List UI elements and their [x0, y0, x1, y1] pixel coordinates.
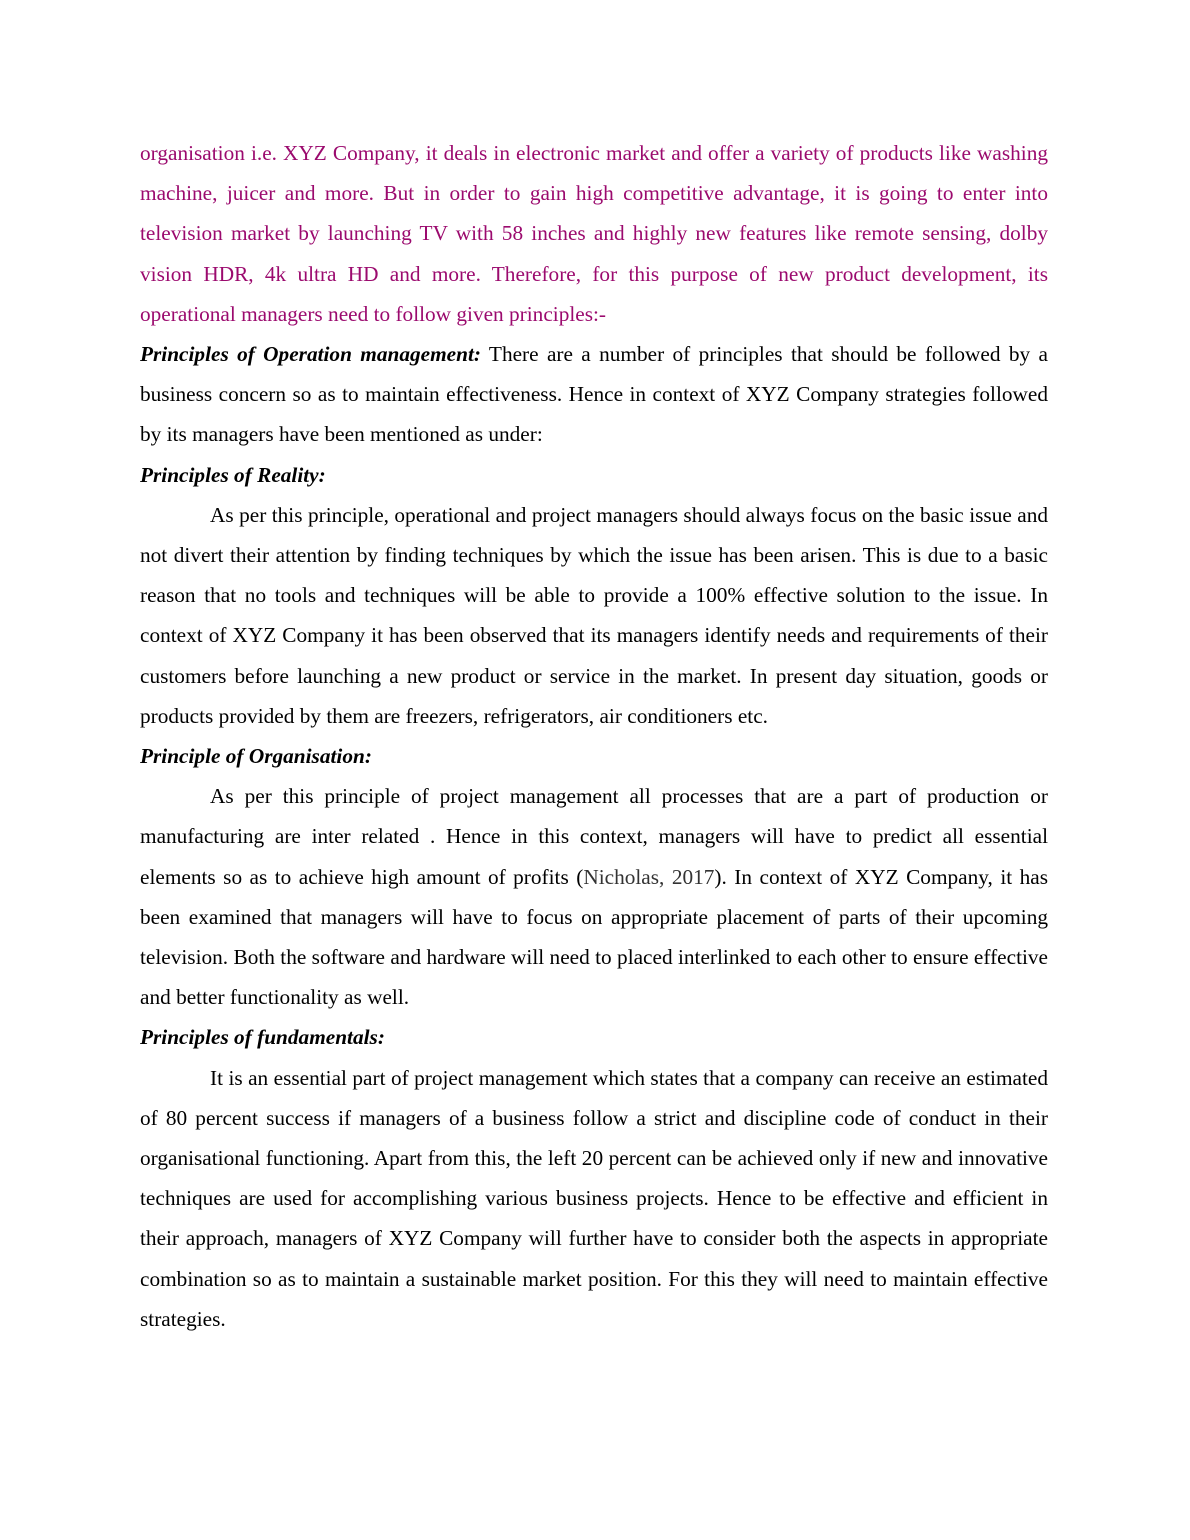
document-page [140, 133, 1048, 1339]
fundamentals-paragraph: It is an essential part of project management which states that a company can receive an estimated of 80 percent success if managers of a business follow a strict and discipline code of conduct in their organisational functioning. Apart from this, the left 20 percent can be achieved only if new and innovative techniques are used for accomplishing various business projects. Hence to be effective and efficient in their approach, managers of XYZ Company will further have to consider both the aspects in appropriate combination so as to maintain a sustainable market position. For this they will need to maintain effective strategies. [140, 1065, 1048, 1331]
operation-heading: Principles of Operation management: [140, 342, 481, 367]
citation: Nicholas, 2017 [583, 864, 715, 889]
organisation-body-start: As per this principle of project management all processes that are a part of production or manufacturing are inter related . Hence in this context, managers will have to predict all essential elements so as to achieve high amount of profits ( [140, 784, 1048, 889]
intro-paragraph: organisation i.e. XYZ Company, it deals in electronic market and offer a variety of products like washing machine, juicer and more. But in order to gain high competitive advantage, it is going to enter into television market by launching TV with 58 inches and highly new features like remote sensing, dolby vision HDR, 4k ultra HD and more. Therefore, for this purpose of new product development, its operational managers need to follow given principles:- [140, 141, 1048, 326]
reality-paragraph: As per this principle, operational and project managers should always focus on the basic issue and not divert their attention by finding techniques by which the issue has been arisen. This is due to a basic reason that no tools and techniques will be able to provide a 100% effective solution to the issue. In context of XYZ Company it has been observed that its managers identify needs and requirements of their customers before launching a new product or service in the market. In present day situation, goods or products provided by them are freezers, refrigerators, air conditioners etc. [140, 502, 1048, 728]
organisation-body-end: ). In context of XYZ Company, it has been examined that managers will have to focus on appropriate placement of parts of their upcoming television. Both the software and hardware will need to placed interlinked to each other to ensure effective and better functionality as well. [140, 864, 1049, 1010]
fundamentals-heading: Principles of fundamentals: [140, 1025, 385, 1050]
organisation-paragraph [140, 776, 1048, 1017]
organisation-heading: Principle of Organisation: [140, 744, 372, 769]
reality-heading: Principles of Reality: [140, 462, 326, 487]
operation-paragraph [140, 334, 1048, 455]
operation-body: There are a number of principles that should be followed by a business concern so as to maintain effectiveness. Hence in context of XYZ Company strategies followed by its managers have been mentioned as under: [140, 342, 1048, 447]
